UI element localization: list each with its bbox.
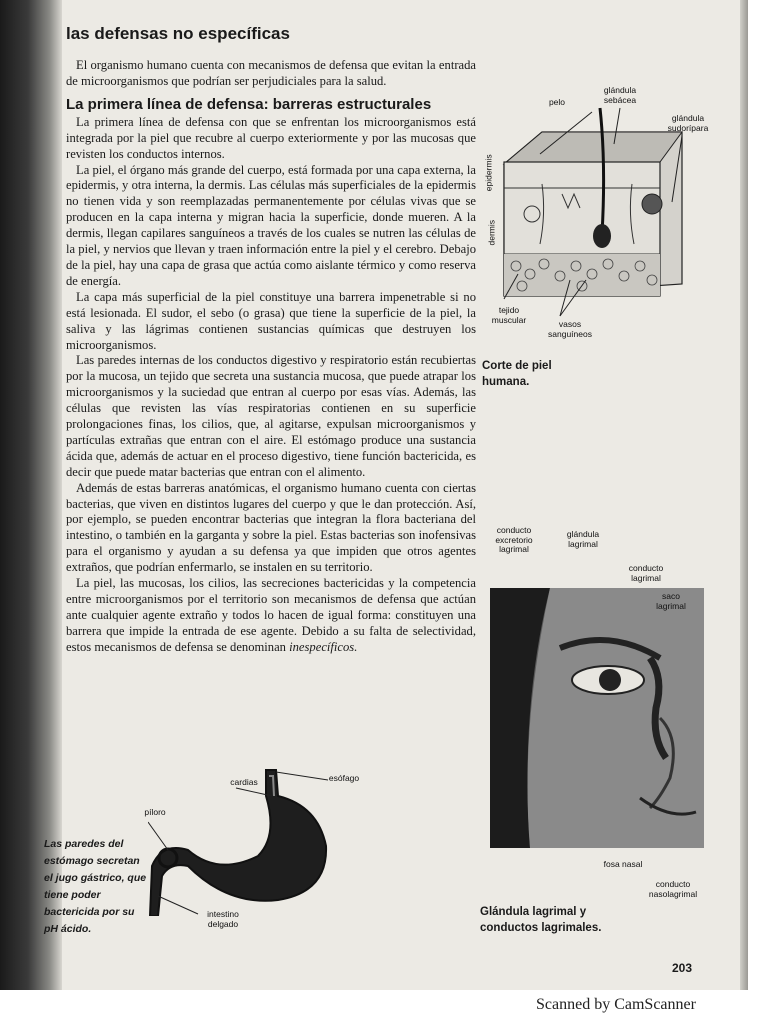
paragraph-2: La piel, el órgano más grande del cuerpo, está formada por una capa externa, la epidermis, y otra interna, la dermis. Las células más superficiales de la epidermis no tienen vida y son reemplazadas permanentemente por células vivas que se producen en la capa interna y migran hacia la superficie, donde mueren. A la dermis, llegan capilares sanguíneos a través de los cuales se nutren las células de la piel, y nervios que llevan y traen información entre la piel y el cerebro. Debajo de la piel, hay una capa de grasa que actúa como aislante térmico y como reserva de energía. <box>66 162 476 288</box>
paragraph-6-text: La piel, las mucosas, los cilios, las secreciones bactericidas y la competencia entre microorganismos por el territorio son mecanismos de defensa que actúan ante cualquier agente extraño y todos lo hacen de igual forma: constituyen una barrera que impide la entrada de ese agente. Debido a su falta de selectividad, estos mecanismos de defensa se denominan <box>66 576 476 654</box>
skin-figure-caption: Corte de piel humana. <box>482 360 552 388</box>
stomach-illustration <box>148 766 368 916</box>
label-sweat-gland: glándula sudorípara <box>667 113 709 133</box>
label-esophago: esófago <box>328 773 360 783</box>
stomach-figure-caption: Las paredes del estómago secretan el jugo gástrico, que tiene poder bactericida por su pH ácido. <box>44 838 147 935</box>
page-edge <box>740 0 748 990</box>
label-small-intestine: intestino delgado <box>207 909 239 929</box>
paragraph-4: Las paredes internas de los conductos digestivo y respiratorio están recubiertas por la mucosa, un tejido que secreta una sustancia mucosa, que puede atrapar los microorganismos y la suciedad que entran al cuerpo por esas vías. Además, las células que revisten las vías respiratorias contienen en su superficie prolongaciones finas, los cilios, que, al agitarse, expulsan microorganismos y partículas extrañas que entran con el aire. El estómago produce una sustancia ácida que, además de actuar en el proceso digestivo, tiene función bactericida, es decir que puede matar bacterias que entran con el alimento. <box>66 353 476 479</box>
main-text-column <box>66 24 476 656</box>
paragraph-1: La primera línea de defensa con que se enfrentan los microorganismos está integrada por la piel que recubre al cuerpo exteriormente y por las mucosas que revisten los conductos internos. <box>66 114 476 161</box>
face-lacrimal-illustration <box>490 588 704 848</box>
stomach-figure <box>44 766 446 946</box>
lacrimal-figure <box>480 524 730 944</box>
label-dermis: dermis <box>486 220 497 246</box>
label-blood-vessels: vasos sanguíneos <box>548 319 592 339</box>
skin-figure <box>482 84 732 388</box>
label-pyloric: píloro <box>144 807 166 817</box>
lacrimal-figure-caption: Glándula lagrimal y conductos lagrimales. <box>480 906 602 934</box>
label-epidermis: epidermis <box>483 154 494 192</box>
label-hair: pelo <box>548 97 566 107</box>
section-title: las defensas no específicas <box>66 24 290 43</box>
label-sebaceous-gland: glándula sebácea <box>603 85 637 105</box>
intro-paragraph: El organismo humano cuenta con mecanismos de defensa que evitan la entrada de microorganismos que podrían ser perjudiciales para la salud. <box>66 58 476 88</box>
label-nasolacrimal-duct: conducto nasolagrimal <box>648 879 698 899</box>
label-cardias: cardias <box>230 777 258 787</box>
label-nasal-cavity: fosa nasal <box>603 859 643 869</box>
scanner-watermark: Scanned by CamScanner <box>536 996 696 1013</box>
label-excretory-duct: conducto excretorio lagrimal <box>495 525 533 554</box>
paragraph-5: Además de estas barreras anatómicas, el organismo humano cuenta con ciertas bacterias, que viven en distintos lugares del cuerpo y que le dan protección. Así, por ejemplo, se pueden encontrar bacterias que integran la flora bacteriana del intestino, o también en la garganta y sobre la piel. Estas bacterias son inofensivas para el organismo y ayudan a su defensa ya que impiden que otros agentes extraños, que podrían enfermarlo, se instalen en su territorio. <box>66 480 476 575</box>
label-muscle-tissue: tejido muscular <box>491 305 527 325</box>
paragraph-6 <box>66 576 476 656</box>
emphasis-inespecificos: inespecíficos. <box>289 639 358 654</box>
subsection-title: La primera línea de defensa: barreras estructurales <box>66 95 432 113</box>
label-lacrimal-gland: glándula lagrimal <box>566 529 600 549</box>
page-number: 203 <box>672 961 693 975</box>
paragraph-3: La capa más superficial de la piel constituye una barrera impenetrable si no está lesionada. El sudor, el sebo (o grasa) que tiene la superficie de la piel, la saliva y las lágrimas contienen sustancias químicas que destruyen los microorganismos. <box>66 289 476 352</box>
label-lacrimal-duct: conducto lagrimal <box>628 563 664 583</box>
label-lacrimal-sac: saco lagrimal <box>656 591 686 611</box>
